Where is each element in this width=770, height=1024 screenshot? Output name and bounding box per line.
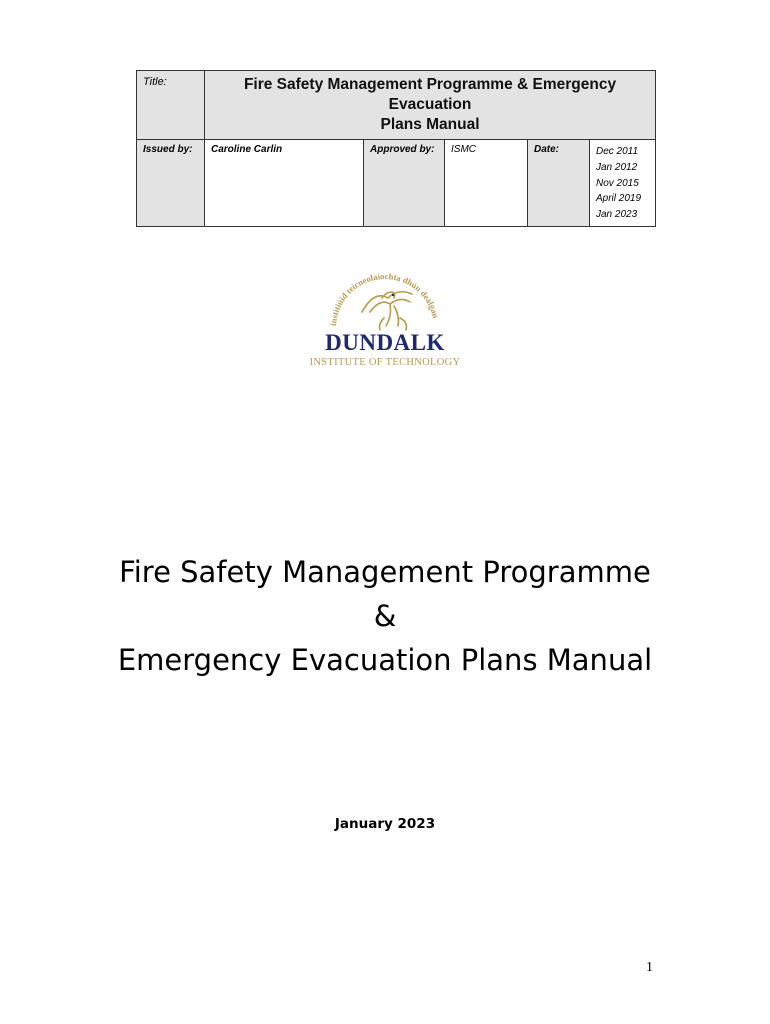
bird-emblem-icon (322, 268, 448, 334)
logo-name: DUNDALK (325, 330, 445, 355)
date-entry: April 2019 (596, 193, 642, 205)
main-title-line1: Fire Safety Management Programme (119, 555, 651, 589)
title-value-line1: Fire Safety Management Programme & Emergency Evacuation (243, 76, 617, 113)
main-title-line2: & (373, 599, 397, 633)
title-value (205, 71, 656, 140)
institute-logo (300, 268, 470, 373)
page-number: 1 (646, 960, 653, 975)
date-entry: Dec 2011 (596, 146, 639, 157)
date-entry: Jan 2012 (596, 161, 638, 173)
issued-by-value: Caroline Carlin (205, 140, 364, 227)
logo-arc-text: institiúid teicneolaíochta dhún dealgan (328, 270, 441, 327)
title-label: Title: (137, 71, 205, 140)
issued-by-label: Issued by: (137, 140, 205, 227)
main-title (0, 550, 770, 682)
date-list (590, 140, 656, 227)
title-row (137, 71, 656, 140)
approved-by-label: Approved by: (364, 140, 445, 227)
publication-date: January 2023 (334, 816, 436, 832)
document-control-table (136, 70, 656, 227)
date-label: Date: (528, 140, 590, 227)
main-title-line3: Emergency Evacuation Plans Manual (117, 643, 653, 677)
approved-by-value: ISMC (445, 140, 528, 227)
date-entry: Nov 2015 (596, 177, 639, 189)
info-row (137, 140, 656, 227)
logo-subtitle: INSTITUTE OF TECHNOLOGY (309, 357, 461, 368)
title-value-line2: Plans Manual (380, 116, 480, 133)
date-entry: Jan 2023 (596, 209, 638, 221)
